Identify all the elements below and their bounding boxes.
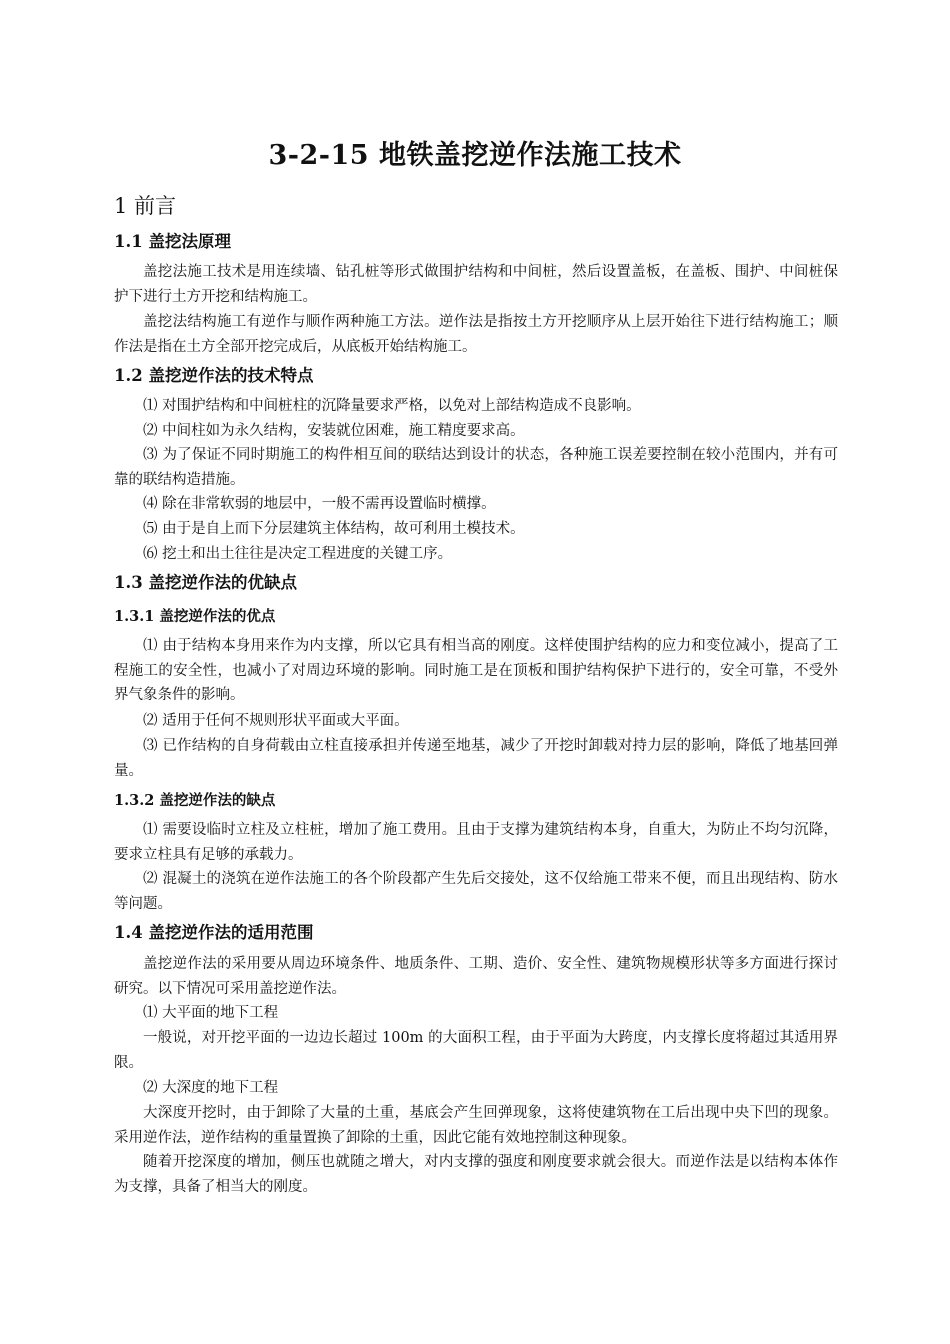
paragraph: ⑴ 大平面的地下工程 <box>143 1005 279 1021</box>
paragraph: 随着开挖深度的增加，侧压也就随之增大，对内支撑的强度和刚度要求就会很大。而逆作法是以结构本体作为支撑，具备了相当大的刚度。 <box>114 1154 838 1195</box>
paragraph: 一般说，对开挖平面的一边边长超过 100m 的大面积工程，由于平面为大跨度，内支撑长度将超过其适用界限。 <box>114 1030 838 1071</box>
list-item: ⑵ 中间柱如为永久结构，安装就位困难，施工精度要求高。 <box>143 423 525 439</box>
paragraph: 盖挖法施工技术是用连续墙、钻孔桩等形式做围护结构和中间桩，然后设置盖板，在盖板、围护、中间桩保护下进行土方开挖和结构施工。 <box>114 264 838 305</box>
paragraph: 盖挖法结构施工有逆作与顺作两种施工方法。逆作法是指按土方开挖顺序从上层开始往下进行结构施工；顺作法是指在土方全部开挖完成后，从底板开始结构施工。 <box>114 314 838 355</box>
list-item: ⑴ 需要设临时立柱及立柱桩，增加了施工费用。且由于支撑为建筑结构本身，自重大，为防止不均匀沉降，要求立柱具有足够的承载力。 <box>114 822 838 863</box>
list-item: ⑵ 混凝土的浇筑在逆作法施工的各个阶段都产生先后交接处，这不仅给施工带来不便，而且出现结构、防水等问题。 <box>114 871 838 912</box>
section-heading-1-3-2: 1.3.2 盖挖逆作法的缺点 <box>114 792 276 809</box>
list-item: ⑴ 由于结构本身用来作为内支撑，所以它具有相当高的刚度。这样使围护结构的应力和变位减小，提高了工程施工的安全性，也减小了对周边环境的影响。同时施工是在顶板和围护结构保护下进行的，安全可靠，不受外界气象条件的影响。 <box>114 638 838 703</box>
list-item: ⑵ 适用于任何不规则形状平面或大平面。 <box>143 713 409 729</box>
section-heading-1: 1 前言 <box>114 194 177 218</box>
paragraph: 大深度开挖时，由于卸除了大量的土重，基底会产生回弹现象，这将使建筑物在工后出现中央下凹的现象。采用逆作法，逆作结构的重量置换了卸除的土重，因此它能有效地控制这种现象。 <box>114 1105 838 1146</box>
section-heading-1-4: 1.4 盖挖逆作法的适用范围 <box>114 923 314 942</box>
paragraph: 盖挖逆作法的采用要从周边环境条件、地质条件、工期、造价、安全性、建筑物规模形状等多方面进行探讨研究。以下情况可采用盖挖逆作法。 <box>114 956 838 997</box>
section-heading-1-2: 1.2 盖挖逆作法的技术特点 <box>114 366 314 385</box>
list-item: ⑶ 已作结构的自身荷载由立柱直接承担并传递至地基，减少了开挖时卸载对持力层的影响，降低了地基回弹量。 <box>114 738 838 779</box>
list-item: ⑶ 为了保证不同时期施工的构件相互间的联结达到设计的状态，各种施工误差要控制在较小范围内，并有可靠的联结构造措施。 <box>114 447 838 488</box>
section-heading-1-3: 1.3 盖挖逆作法的优缺点 <box>114 573 297 592</box>
list-item: ⑴ 对围护结构和中间桩柱的沉降量要求严格，以免对上部结构造成不良影响。 <box>143 398 641 414</box>
paragraph: ⑵ 大深度的地下工程 <box>143 1080 279 1096</box>
list-item: ⑷ 除在非常软弱的地层中，一般不需再设置临时横撑。 <box>143 496 496 512</box>
list-item: ⑹ 挖土和出土往往是决定工程进度的关键工序。 <box>143 546 453 562</box>
list-item: ⑸ 由于是自上而下分层建筑主体结构，故可利用土模技术。 <box>143 521 525 537</box>
section-heading-1-1: 1.1 盖挖法原理 <box>114 232 231 251</box>
section-heading-1-3-1: 1.3.1 盖挖逆作法的优点 <box>114 608 276 625</box>
page-title: 3-2-15 地铁盖挖逆作法施工技术 <box>268 140 682 171</box>
